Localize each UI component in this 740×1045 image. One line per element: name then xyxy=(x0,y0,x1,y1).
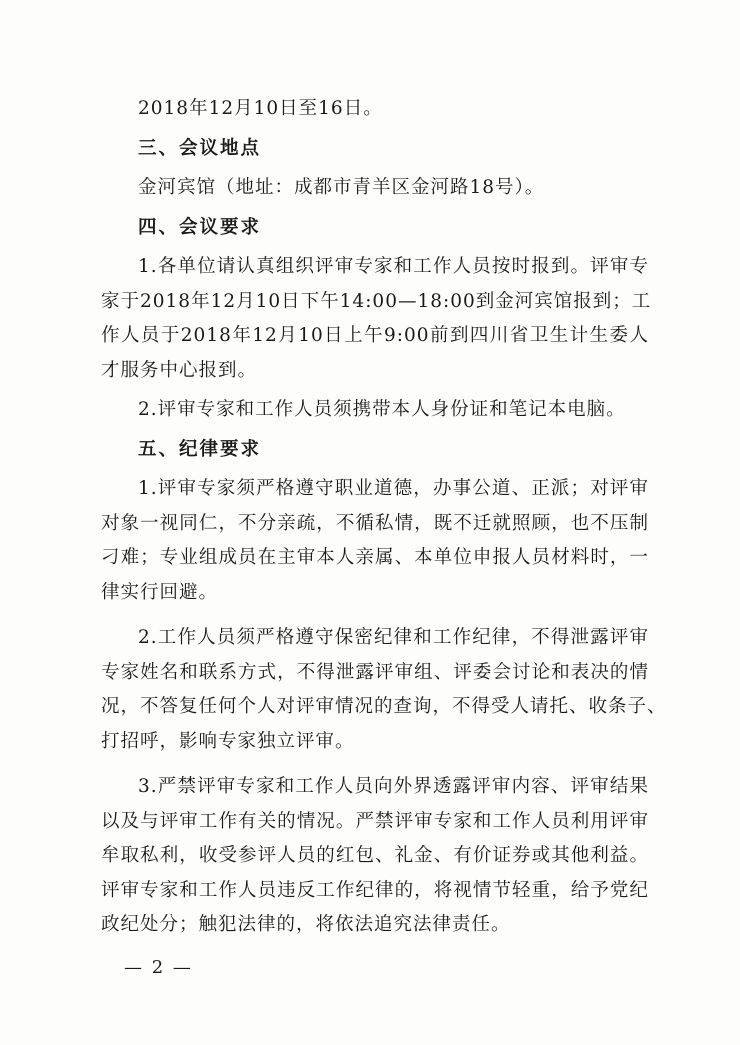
document-body xyxy=(101,92,667,943)
paragraph-line: 刁难；专业组成员在主审本人亲属、本单位申报人员材料时，一 xyxy=(101,547,649,568)
paragraph-line: 作人员于2018年12月10日上午9:00前到四川省卫生计生委人 xyxy=(101,325,649,346)
paragraph-line: 3.严禁评审专家和工作人员向外界透露评审内容、评审结果 xyxy=(138,776,649,797)
paragraph-line: 律实行回避。 xyxy=(101,581,219,603)
paragraph-line: 评审专家和工作人员违反工作纪律的，将视情节轻重，给予党纪 xyxy=(101,879,649,901)
date-line: 2018年12月10日至16日。 xyxy=(138,98,383,119)
page-number: — 2 — xyxy=(124,957,193,978)
discipline-item-3 xyxy=(101,770,649,943)
paragraph-line: 家于2018年12月10日下午14:00—18:00到金河宾馆报到；工 xyxy=(101,290,652,312)
paragraph-line: 才服务中心报到。 xyxy=(101,359,258,381)
paragraph-line: 对象一视同仁，不分亲疏，不循私情，既不迁就照顾，也不压制 xyxy=(101,512,649,534)
paragraph-line: 专家姓名和联系方式，不得泄露评审组、评委会讨论和表决的情 xyxy=(101,661,649,683)
venue-text: 金河宾馆（地址：成都市青羊区金河路18号）。 xyxy=(138,177,545,198)
requirement-item-1 xyxy=(101,250,652,388)
paragraph-line: 1.评审专家须严格遵守职业道德，办事公道、正派；对评审 xyxy=(138,478,649,499)
paragraph-line: 1.各单位请认真组织评审专家和工作人员按时报到。评审专 xyxy=(138,256,649,277)
discipline-item-2 xyxy=(101,621,667,759)
discipline-item-1 xyxy=(101,472,649,610)
section-heading-venue: 三、会议地点 xyxy=(138,137,262,159)
paragraph-line: 以及与评审工作有关的情况。严禁评审专家和工作人员利用评审 xyxy=(101,810,649,832)
paragraph-line: 2.工作人员须严格遵守保密纪律和工作纪律，不得泄露评审 xyxy=(138,627,649,648)
paragraph-line: 况，不答复任何个人对评审情况的查询，不得受人请托、收条子、 xyxy=(101,696,667,717)
section-heading-requirements: 四、会议要求 xyxy=(138,216,262,238)
paragraph-line: 打招呼，影响专家独立评审。 xyxy=(101,730,355,752)
paragraph-line: 政纪处分；触犯法律的，将依法追究法律责任。 xyxy=(101,914,511,935)
paragraph-line: 牟取私利，收受参评人员的红包、礼金、有价证券或其他利益。 xyxy=(101,845,649,866)
section-heading-discipline: 五、纪律要求 xyxy=(138,438,262,460)
requirement-item-2: 2.评审专家和工作人员须携带本人身份证和笔记本电脑。 xyxy=(138,399,626,420)
